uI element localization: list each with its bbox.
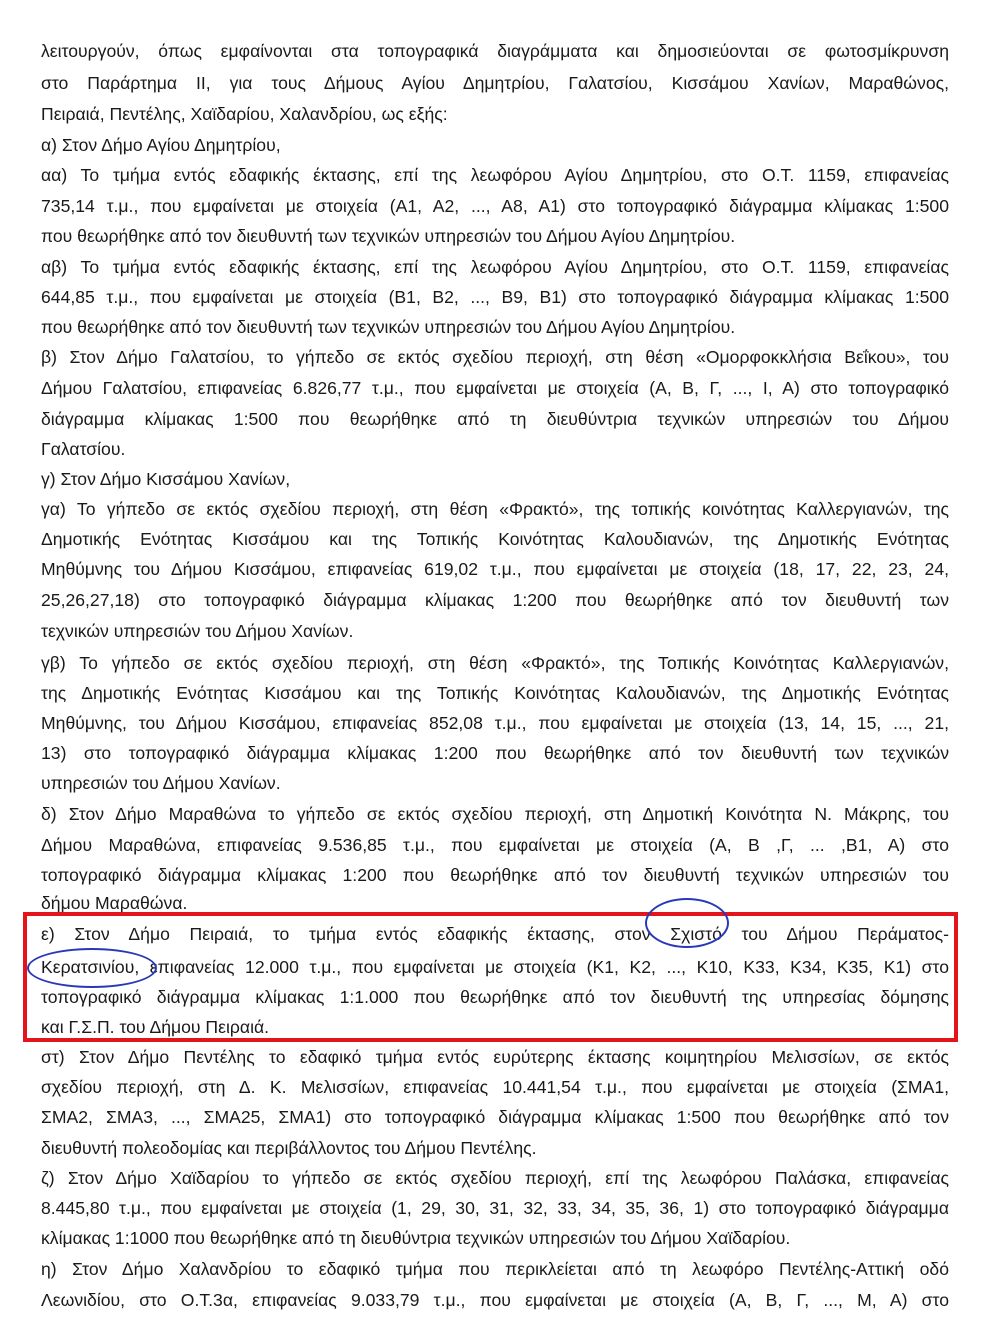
- text-line: δήμου Μαραθώνα.: [41, 893, 188, 913]
- text-line: ε) Στον Δήμο Πειραιά, το τμήμα εντός εδαφικής έκτασης, στον Σχιστό του Δήμου Περάματος-: [41, 924, 949, 944]
- text-line: που θεωρήθηκε από τον διευθυντή των τεχνικών υπηρεσιών του Δήμου Αγίου Δημητρίου.: [41, 317, 736, 337]
- text-line: 735,14 τ.μ., που εμφαίνεται με στοιχεία (Α1, Α2, ..., Α8, Α1) στο τοπογραφικό διάγραμμα κλίμακας 1:500: [41, 196, 949, 216]
- text-line: Γαλατσίου.: [41, 439, 126, 459]
- text-line: και Γ.Σ.Π. του Δήμου Πειραιά.: [41, 1017, 270, 1037]
- text-line: που θεωρήθηκε από τον διευθυντή των τεχνικών υπηρεσιών του Δήμου Αγίου Δημητρίου.: [41, 226, 736, 246]
- text-line: β) Στον Δήμο Γαλατσίου, το γήπεδο σε εκτός σχεδίου περιοχή, στη θέση «Ομορφοκκλήσια Βεΐκου», του: [41, 347, 949, 367]
- text-line: 25,26,27,18) στο τοπογραφικό διάγραμμα κλίμακας 1:200 που θεωρήθηκε από τον διευθυντή των: [41, 590, 949, 610]
- text-line: λειτουργούν, όπως εμφαίνονται στα τοπογραφικά διαγράμματα και δημοσιεύονται σε φωτοσμίκρυνση: [41, 41, 949, 61]
- text-line: στο Παράρτημα ΙΙ, για τους Δήμους Αγίου Δημητρίου, Γαλατσίου, Κισσάμου Χανίων, Μαραθώνος,: [41, 73, 949, 93]
- text-line: Κερατσινίου, επιφανείας 12.000 τ.μ., που εμφαίνεται με στοιχεία (Κ1, Κ2, ..., Κ10, Κ33, Κ34, Κ35, Κ1) στο: [41, 957, 949, 977]
- text-line: α) Στον Δήμο Αγίου Δημητρίου,: [41, 135, 281, 155]
- text-line: 644,85 τ.μ., που εμφαίνεται με στοιχεία (Β1, Β2, ..., Β9, Β1) στο τοπογραφικό διάγραμμα κλίμακας 1:500: [41, 287, 949, 307]
- text-line: γ) Στον Δήμο Κισσάμου Χανίων,: [41, 469, 291, 489]
- text-line: Δήμου Μαραθώνα, επιφανείας 9.536,85 τ.μ., που εμφαίνεται με στοιχεία (Α, Β ,Γ, ... ,Β1, Α) στο: [41, 835, 949, 855]
- text-line: τεχνικών υπηρεσιών του Δήμου Χανίων.: [41, 621, 354, 641]
- text-line: στ) Στον Δήμο Πεντέλης το εδαφικό τμήμα εντός ευρύτερης έκτασης κοιμητηρίου Μελισσίων, σε εκτός: [41, 1047, 949, 1067]
- text-line: 13) στο τοπογραφικό διάγραμμα κλίμακας 1:200 που θεωρήθηκε από τον διευθυντή των τεχνικών: [41, 743, 949, 763]
- text-line: κλίμακας 1:1000 που θεωρήθηκε από τη διευθύντρια τεχνικών υπηρεσιών του Δήμου Χαϊδαρίου.: [41, 1228, 791, 1248]
- text-line: δ) Στον Δήμο Μαραθώνα το γήπεδο σε εκτός σχεδίου περιοχή, στη Δημοτική Κοινότητα Ν. Μάκρης, του: [41, 804, 949, 824]
- text-line: 8.445,80 τ.μ., που εμφαίνεται με στοιχεία (1, 29, 30, 31, 32, 33, 34, 35, 36, 1) στο τοπογραφικό διάγραμμα: [41, 1198, 949, 1218]
- text-line: Μηθύμνης, του Δήμου Κισσάμου, επιφανείας 852,08 τ.μ., που εμφαίνεται με στοιχεία (13, 14, 15, ..., 21,: [41, 713, 949, 733]
- text-line: Πειραιά, Πεντέλης, Χαϊδαρίου, Χαλανδρίου, ως εξής:: [41, 104, 448, 124]
- text-line: Λεωνιδίου, στο Ο.Τ.3α, επιφανείας 9.033,79 τ.μ., που εμφαίνεται με στοιχεία (Α, Β, Γ, ..., Μ, Α) στο: [41, 1290, 949, 1310]
- text-line: διάγραμμα κλίμακας 1:500 που θεωρήθηκε από τη διευθύντρια τεχνικών υπηρεσιών του Δήμου: [41, 409, 949, 429]
- circle-annotation: [645, 898, 729, 948]
- text-line: Δημοτικής Ενότητας Κισσάμου και της Τοπικής Κοινότητας Καλουδιανών, της Δημοτικής Ενότητας: [41, 529, 949, 549]
- text-line: ΣΜΑ2, ΣΜΑ3, ..., ΣΜΑ25, ΣΜΑ1) στο τοπογραφικό διάγραμμα κλίμακας 1:500 που θεωρήθηκε από τον: [41, 1107, 949, 1127]
- text-line: ζ) Στον Δήμο Χαϊδαρίου το γήπεδο σε εκτός σχεδίου περιοχή, επί της λεωφόρου Παλάσκα, επιφανείας: [41, 1168, 949, 1188]
- text-line: αα) Το τμήμα εντός εδαφικής έκτασης, επί της λεωφόρου Αγίου Δημητρίου, στο Ο.Τ. 1159, επιφανείας: [41, 165, 949, 185]
- text-line: γα) Το γήπεδο σε εκτός σχεδίου περιοχή, στη θέση «Φρακτό», της τοπικής κοινότητας Καλλεργιανών, της: [41, 499, 949, 519]
- text-line: διευθυντή πολεοδομίας και περιβάλλοντος του Δήμου Πεντέλης.: [41, 1138, 537, 1158]
- text-line: υπηρεσιών του Δήμου Χανίων.: [41, 773, 281, 793]
- text-line: Δήμου Γαλατσίου, επιφανείας 6.826,77 τ.μ., που εμφαίνεται με στοιχεία (Α, Β, Γ, ..., Ι, Α) στο τοπογραφικό: [41, 378, 949, 398]
- text-line: αβ) Το τμήμα εντός εδαφικής έκτασης, επί της λεωφόρου Αγίου Δημητρίου, στο Ο.Τ. 1159, επιφανείας: [41, 257, 949, 277]
- text-line: γβ) Το γήπεδο σε εκτός σχεδίου περιοχή, στη θέση «Φρακτό», της Τοπικής Κοινότητας Καλλεργιανών,: [41, 653, 949, 673]
- text-line: η) Στον Δήμο Χαλανδρίου το εδαφικό τμήμα που περικλείεται από τη λεωφόρο Πεντέλης-Αττική οδό: [41, 1259, 949, 1279]
- text-line: της Δημοτικής Ενότητας Κισσάμου και της Τοπικής Κοινότητας Καλουδιανών, της Δημοτικής Ενότητας: [41, 683, 949, 703]
- circle-annotation: [27, 948, 157, 988]
- text-line: Μηθύμνης του Δήμου Κισσάμου, επιφανείας 619,02 τ.μ., που εμφαίνεται με στοιχεία (18, 17, 22, 23, 24,: [41, 559, 949, 579]
- text-line: σχεδίου περιοχή, στη Δ. Κ. Μελισσίων, επιφανείας 10.441,54 τ.μ., που εμφαίνεται με στοιχεία (ΣΜΑ1,: [41, 1077, 949, 1097]
- text-line: τοπογραφικό διάγραμμα κλίμακας 1:1.000 που θεωρήθηκε από τον διευθυντή της υπηρεσίας δόμησης: [41, 987, 949, 1007]
- highlight-box: [23, 912, 958, 1042]
- text-line: τοπογραφικό διάγραμμα κλίμακας 1:200 που θεωρήθηκε από τον διευθυντή τεχνικών υπηρεσιών του: [41, 865, 949, 885]
